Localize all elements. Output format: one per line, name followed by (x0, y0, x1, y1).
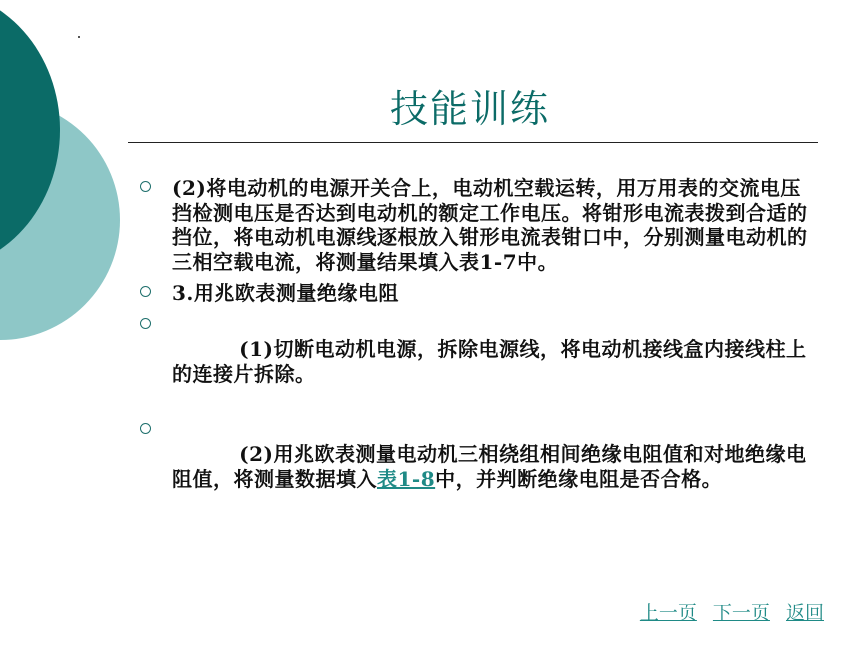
bullet-circle-icon (140, 181, 151, 192)
list-item (140, 313, 820, 411)
bullet-list (140, 176, 820, 523)
item-text-segment: (2)用兆欧表测量电动机三相绕组相间绝缘电阻值和对地绝缘电阻值，将测量数据填入 (172, 442, 807, 491)
item-text-segment: 3.用兆欧表测量绝缘电阻 (172, 281, 399, 305)
back-link[interactable]: 返回 (785, 602, 824, 624)
bullet-circle-icon (140, 286, 151, 297)
title-divider (128, 142, 818, 143)
slide-title: 技能训练 (389, 87, 550, 131)
item-text-segment: 中，并判断绝缘电阻是否合格。 (435, 466, 723, 491)
item-text-segment: (2)将电动机的电源开关合上，电动机空载运转，用万用表的交流电压挡检测电压是否达到电动机的额定工作电压。将钳形电流表拨到合适的挡位，将电动机电源线逐根放入钳形电流表钳口中，分别测量电动机的三相空载电流，将测量结果填入表1-7中。 (172, 176, 808, 274)
decorative-dot (78, 36, 80, 38)
bullet-circle-icon (140, 423, 151, 434)
list-item-text (172, 418, 820, 516)
next-page-link[interactable]: 下一页 (712, 602, 770, 624)
list-item-text (172, 176, 820, 274)
bullet-circle-icon (140, 318, 151, 329)
list-item-text (172, 281, 820, 306)
slide-navigation (630, 598, 824, 625)
list-item (140, 418, 820, 516)
list-item (140, 176, 820, 274)
item-text-segment: (1)切断电动机电源，拆除电源线，将电动机接线盒内接线柱上的连接片拆除。 (172, 337, 807, 386)
list-item (140, 281, 820, 306)
list-item-text (172, 313, 820, 411)
prev-page-link[interactable]: 上一页 (639, 602, 697, 624)
table-1-8-link[interactable]: 表1-8 (377, 466, 436, 491)
